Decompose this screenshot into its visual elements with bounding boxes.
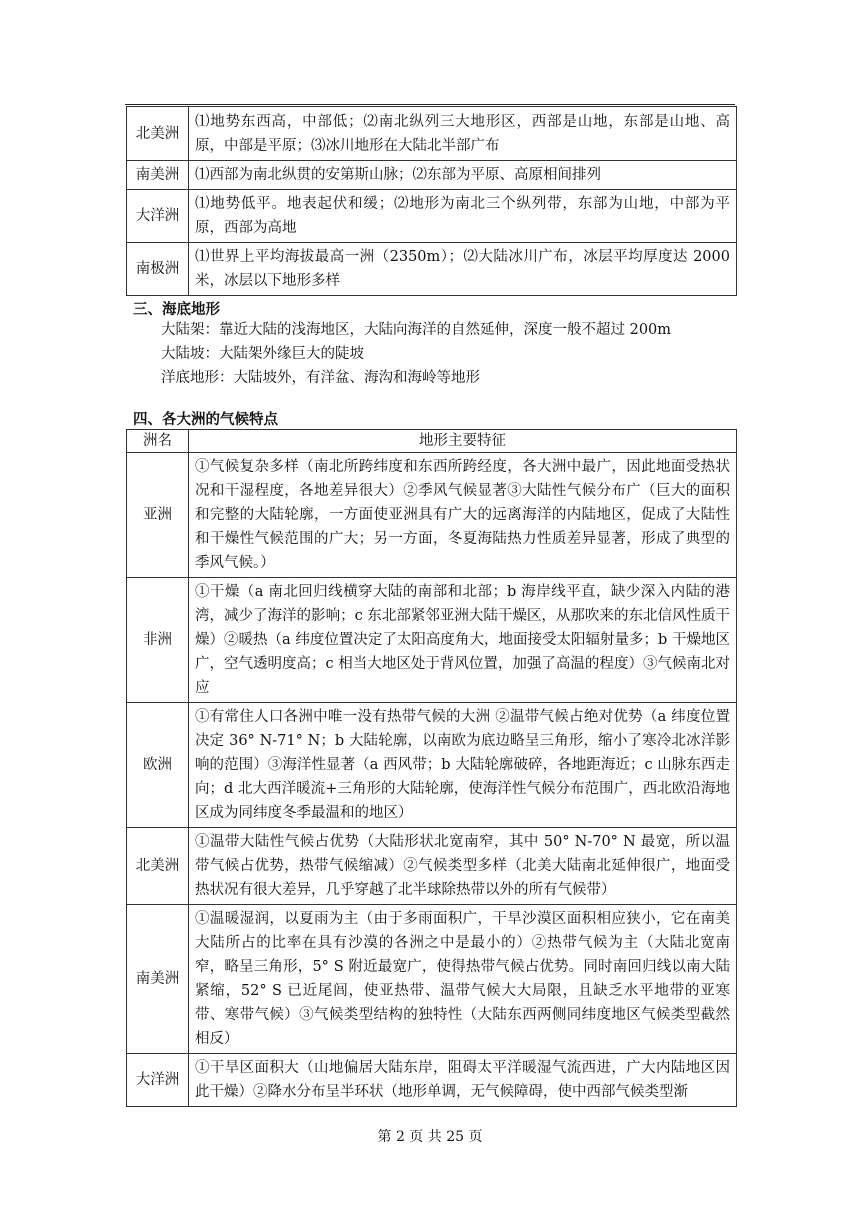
continent-climate: ①有常住人口各洲中唯一没有热带气候的大洲 ②温带气候占绝对优势（a 纬度位置决定 36° N-71° N；b 大陆轮廓，以南欧为底边略呈三角形，缩小了寒冷北冰洋影响的范围）③海洋性显著（a 西风带；b 大陆轮廓破碎，各地距海近；c 山脉东西走向；d 北大西洋暖流+三角形的大陆轮廓，使海洋性气候分布范围广，西北欧沿海地区成为同纬度冬季最温和的地区） (189, 703, 737, 828)
paragraph-line: 大陆坡：大陆架外缘巨大的陡坡 (161, 346, 364, 362)
continent-climate: ①干燥（a 南北回归线横穿大陆的南部和北部；b 海岸线平直，缺少深入内陆的港湾，减少了海洋的影响；c 东北部紧邻亚洲大陆干燥区，从那吹来的东北信风性质干燥）②暖热（a 纬度位置决定了太阳高度角大，地面接受太阳辐射量多；b 干燥地区广，空气透明度高；c 相当大地区处于背风位置，加强了高温的程度）③气候南北对应 (189, 578, 737, 703)
continent-climate: ①气候复杂多样（南北所跨纬度和东西所跨经度，各大洲中最广，因此地面受热状况和干湿程度，各地差异很大）②季风气候显著③大陆性气候分布广（巨大的面积和完整的大陆轮廓，一方面使亚洲具有广大的远离海洋的内陆地区，促成了大陆性和干燥性气候范围的广大；另一方面，冬夏海陆热力性质差异显著，形成了典型的季风气候。） (189, 453, 737, 578)
column-header-name: 洲名 (127, 430, 189, 453)
continent-name: 欧洲 (127, 703, 189, 828)
continent-name: 非洲 (127, 578, 189, 703)
table-header-row (127, 430, 737, 453)
table-row (127, 905, 737, 1054)
continent-name: 亚洲 (127, 453, 189, 578)
continent-name: 大洋洲 (127, 1054, 189, 1107)
continent-name: 南极洲 (127, 243, 189, 296)
continent-terrain: ⑴地势东西高，中部低；⑵南北纵列三大地形区，西部是山地，东部是山地、高原，中部是平原；⑶冰川地形在大陆北半部广布 (189, 107, 737, 161)
paragraph-line: 大陆架：靠近大陆的浅海地区，大陆向海洋的自然延伸，深度一般不超过 200m (161, 322, 672, 338)
continent-name: 南美洲 (127, 905, 189, 1054)
column-header-desc: 地形主要特征 (189, 430, 737, 453)
continent-name: 北美洲 (127, 828, 189, 905)
continent-name: 北美洲 (127, 107, 189, 161)
section-heading-climate: 四、各大洲的气候特点 (133, 412, 278, 428)
climate-table (126, 429, 737, 1107)
table-row (127, 828, 737, 905)
table-row (127, 1054, 737, 1107)
table-row (127, 578, 737, 703)
continent-terrain: ⑴地势低平。地表起伏和缓；⑵地形为南北三个纵列带，东部为山地，中部为平原，西部为高地 (189, 190, 737, 243)
continent-climate: ①温暖湿润，以夏雨为主（由于多雨面积广，干旱沙漠区面积相应狭小，它在南美大陆所占的比率在具有沙漠的各洲之中是最小的）②热带气候为主（大陆北宽南窄，略呈三角形，5° S 附近最宽广，使得热带气候占优势。同时南回归线以南大陆紧缩，52° S 已近尾闾，使亚热带、温带气候大大局限，且缺乏水平地带的亚寒带、寒带气候）③气候类型结构的独特性（大陆东西两侧同纬度地区气候类型截然相反） (189, 905, 737, 1054)
table-row (127, 703, 737, 828)
table-row (127, 453, 737, 578)
continent-climate: ①温带大陆性气候占优势（大陆形状北宽南窄，其中 50° N-70° N 最宽，所以温带气候占优势，热带气候缩减）②气候类型多样（北美大陆南北延伸很广，地面受热状况有很大差异，几乎穿越了北半球除热带以外的所有气候带） (189, 828, 737, 905)
header-rule (125, 104, 735, 105)
page-footer: 第 2 页 共 25 页 (377, 1129, 483, 1145)
table-row (127, 190, 737, 243)
continent-name: 大洋洲 (127, 190, 189, 243)
section-heading-seafloor: 三、海底地形 (133, 302, 220, 318)
table-row (127, 161, 737, 190)
continent-name: 南美洲 (127, 161, 189, 190)
continent-terrain: ⑴世界上平均海拔最高一洲（2350m）；⑵大陆冰川广布，冰层平均厚度达 2000 米，冰层以下地形多样 (189, 243, 737, 296)
table-row (127, 243, 737, 296)
continent-terrain: ⑴西部为南北纵贯的安第斯山脉；⑵东部为平原、高原相间排列 (189, 161, 737, 190)
continent-climate: ①干旱区面积大（山地偏居大陆东岸，阻碍太平洋暖湿气流西进，广大内陆地区因此干燥）②降水分布呈半环状（地形单调，无气候障碍，使中西部气候类型渐 (189, 1054, 737, 1107)
table-row (127, 107, 737, 161)
paragraph-line: 洋底地形：大陆坡外，有洋盆、海沟和海岭等地形 (161, 370, 480, 386)
terrain-table (126, 106, 737, 296)
